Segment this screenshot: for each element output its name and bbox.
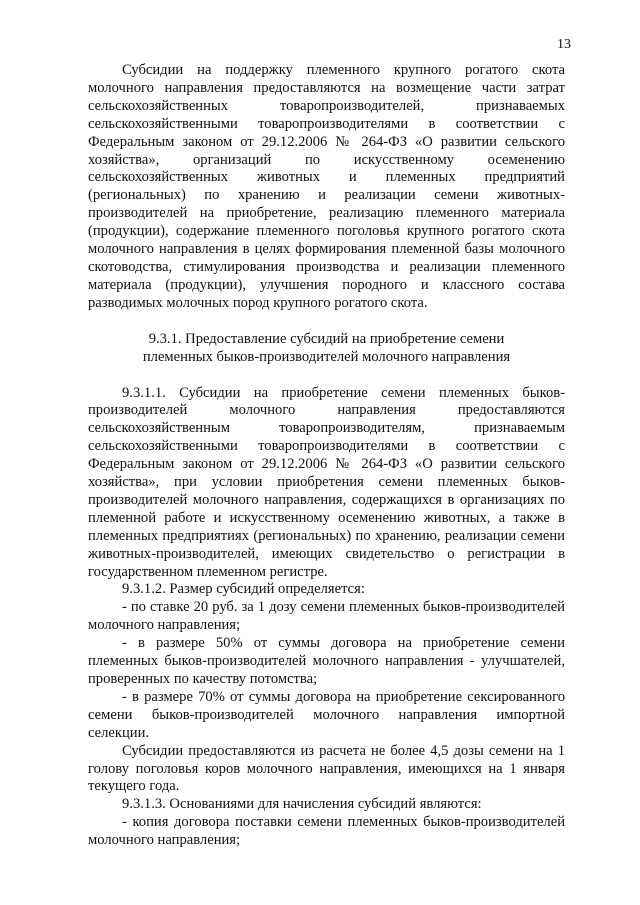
section-heading-line-1: 9.3.1. Предоставление субсидий на приобретение семени	[148, 330, 505, 347]
list-item-rate-per-dose: - по ставке 20 руб. за 1 дозу семени племенных быков-производителей молочного направления;	[88, 599, 565, 634]
list-item-contract-copy: - копия договора поставки семени племенных быков-производителей молочного направления;	[88, 814, 565, 849]
paragraph-9-3-1-1: 9.3.1.1. Субсидии на приобретение семени племенных быков-производителей молочного направления предоставляются сельскохозяйственным товаропроизводителям, признаваемым сельскохозяйственными товаропроизводителями в соответствии с Федеральным законом от 29.12.2006 № 264-ФЗ «О развитии сельского хозяйства», при условии приобретения семени племенных быков-производителей молочного направления, содержащихся в организациях по племенной работе и искусственному осеменению животных, а также в племенных предприятиях (региональных) по хранению, реализации семени животных-производителей, имеющих свидетельство о регистрации в государственном племенном регистре.	[88, 384, 565, 580]
section-heading	[88, 331, 565, 367]
list-item-70-percent: - в размере 70% от суммы договора на приобретение сексированного семени быков-производителей молочного направления импортной селекции.	[88, 688, 565, 741]
paragraph-dose-limit: Субсидии предоставляются из расчета не более 4,5 дозы семени на 1 голову поголовья коров молочного направления, имеющихся на 1 января текущего года.	[88, 742, 565, 795]
list-item-50-percent: - в размере 50% от суммы договора на приобретение семени племенных быков-производителей молочного направления - улучшателей, проверенных по качеству потомства;	[88, 635, 565, 687]
page-number: 13	[557, 37, 571, 52]
section-heading-line-2: племенных быков-производителей молочного направления	[142, 348, 511, 365]
paragraph-9-3-1-3: 9.3.1.3. Основаниями для начисления субсидий являются:	[122, 796, 482, 813]
intro-paragraph: Субсидии на поддержку племенного крупного рогатого скота молочного направления предоставляются на возмещение части затрат сельскохозяйственных товаропроизводителей, признаваемых сельскохозяйственными товаропроизводителями в соответствии с Федеральным законом от 29.12.2006 № 264-ФЗ «О развитии сельского хозяйства», организаций по искусственному осеменению сельскохозяйственных животных и племенных предприятий (региональных) по хранению и реализации семени животных-производителей на приобретение, реализацию племенного материала (продукции), содержание племенного поголовья крупного рогатого скота молочного направления в целях формирования племенной базы молочного скотоводства, стимулирования производства и реализации племенного материала (продукции), улучшения породного и классного состава разводимых молочных пород крупного рогатого скота.	[88, 62, 565, 311]
document-body	[88, 62, 565, 850]
paragraph-9-3-1-2: 9.3.1.2. Размер субсидий определяется:	[122, 581, 365, 598]
